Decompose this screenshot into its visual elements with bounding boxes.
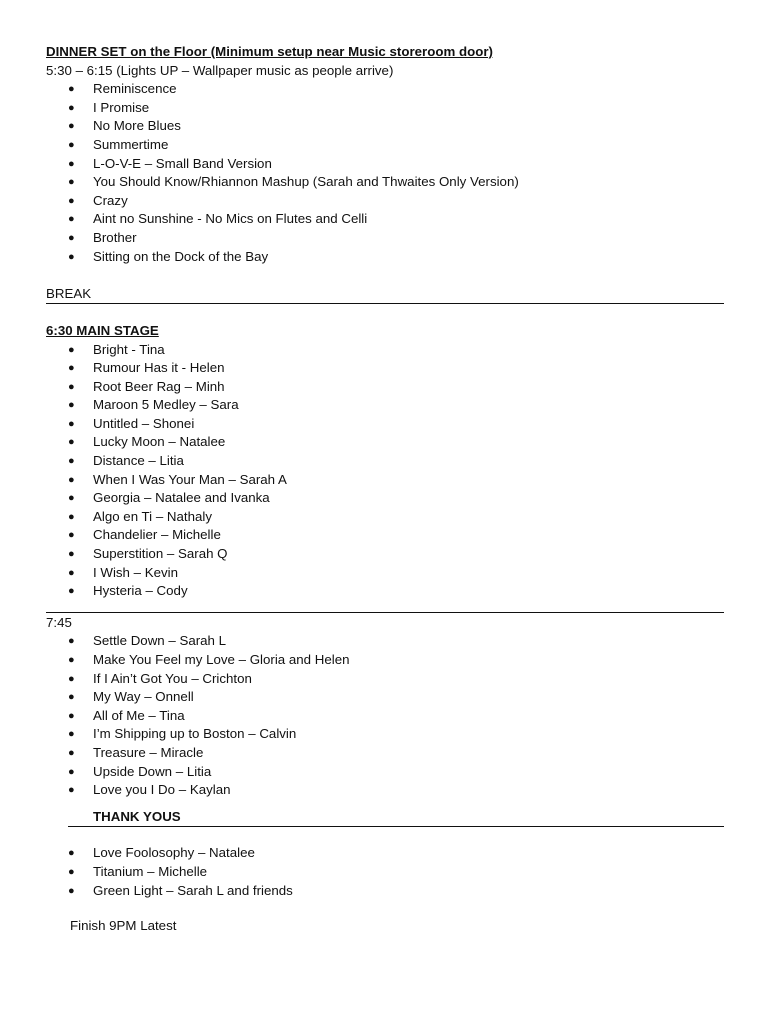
list-item-text: Distance – Litia — [93, 453, 184, 469]
list-item — [46, 545, 724, 564]
bullet-icon: ● — [68, 492, 75, 505]
list-item — [46, 688, 724, 707]
list-item-text: Superstition – Sarah Q — [93, 546, 228, 562]
bullet-icon: ● — [68, 138, 75, 151]
list-item-text: Reminiscence — [93, 81, 177, 97]
list-item-text: L-O-V-E – Small Band Version — [93, 155, 272, 171]
list-item — [46, 452, 724, 471]
list-item-text: Titanium – Michelle — [93, 863, 208, 879]
list-item — [46, 564, 724, 583]
list-item-text: Bright - Tina — [93, 341, 165, 357]
list-item-text: All of Me – Tina — [93, 707, 185, 723]
list-item-text: Green Light – Sarah L and friends — [93, 882, 293, 898]
bullet-icon: ● — [68, 691, 75, 704]
list-item-text: Settle Down – Sarah L — [93, 633, 227, 649]
main-stage-list — [46, 341, 724, 601]
list-item-text: Love Foolosophy – Natalee — [93, 845, 255, 861]
bullet-icon: ● — [68, 120, 75, 133]
bullet-icon: ● — [68, 709, 75, 722]
list-item-text: I’m Shipping up to Boston – Calvin — [93, 726, 297, 742]
bullet-icon: ● — [68, 417, 75, 430]
dinner-set-heading: DINNER SET on the Floor (Minimum setup near Music storeroom door) — [46, 44, 493, 59]
list-item — [46, 844, 724, 863]
list-item-text: Algo en Ti – Nathaly — [93, 508, 213, 524]
setlist-document — [46, 43, 724, 936]
bullet-icon: ● — [68, 343, 75, 356]
dinner-set-time: 5:30 – 6:15 (Lights UP – Wallpaper music as people arrive) — [46, 62, 394, 78]
list-item — [46, 80, 724, 99]
list-item-text: Maroon 5 Medley – Sara — [93, 397, 239, 413]
list-item — [46, 433, 724, 452]
break-label: BREAK — [46, 285, 92, 301]
list-item — [46, 155, 724, 174]
list-item — [46, 173, 724, 192]
list-item — [46, 229, 724, 248]
list-item-text: Sitting on the Dock of the Bay — [93, 248, 269, 264]
list-item — [46, 508, 724, 527]
bullet-icon: ● — [68, 548, 75, 561]
list-item-text: Crazy — [93, 192, 128, 208]
bullet-icon: ● — [68, 231, 75, 244]
list-item — [46, 763, 724, 782]
list-item — [46, 489, 724, 508]
list-item-text: Summertime — [93, 136, 169, 152]
list-item-text: Root Beer Rag – Minh — [93, 378, 225, 394]
list-item-text: Rumour Has it - Helen — [93, 360, 225, 376]
list-item — [46, 378, 724, 397]
list-item-text: Make You Feel my Love – Gloria and Helen — [93, 652, 350, 667]
list-item — [46, 396, 724, 415]
list-item — [46, 744, 724, 763]
list-item-text: Hysteria – Cody — [93, 583, 188, 599]
bullet-icon: ● — [68, 635, 75, 648]
list-item — [46, 471, 724, 490]
bullet-icon: ● — [68, 436, 75, 449]
main-stage-heading: 6:30 MAIN STAGE — [46, 322, 159, 338]
thank-yous-heading: THANK YOUS — [93, 808, 181, 824]
bullet-icon: ● — [68, 765, 75, 778]
bullet-icon: ● — [68, 83, 75, 96]
list-item-text: Love you I Do – Kaylan — [93, 782, 231, 798]
bullet-icon: ● — [68, 654, 75, 666]
list-item-text: If I Ain’t Got You – Crichton — [93, 670, 252, 686]
bullet-icon: ● — [68, 362, 75, 375]
list-item — [46, 707, 724, 726]
list-item — [46, 526, 724, 545]
list-item — [46, 359, 724, 378]
list-item — [46, 248, 724, 267]
list-item — [46, 781, 724, 800]
bullet-icon: ● — [68, 399, 75, 412]
bullet-icon: ● — [68, 213, 75, 226]
bullet-icon: ● — [68, 250, 75, 263]
bullet-icon: ● — [68, 884, 75, 897]
bullet-icon: ● — [68, 176, 75, 189]
bullet-icon: ● — [68, 847, 75, 860]
list-item — [46, 882, 724, 901]
list-item — [46, 192, 724, 211]
list-item-text: Untitled – Shonei — [93, 415, 195, 431]
late-set-time: 7:45 — [46, 614, 72, 630]
list-item — [46, 863, 724, 882]
bullet-icon: ● — [68, 784, 75, 797]
list-item-text: When I Was Your Man – Sarah A — [93, 471, 287, 487]
list-item-text: My Way – Onnell — [93, 689, 194, 705]
late-set-list — [46, 632, 724, 799]
finish-note: Finish 9PM Latest — [70, 918, 177, 934]
thank-yous-list — [46, 844, 724, 900]
list-item — [46, 582, 724, 601]
list-item-text: Chandelier – Michelle — [93, 527, 221, 543]
list-item-text: No More Blues — [93, 118, 181, 134]
list-item-text: Lucky Moon – Natalee — [93, 434, 226, 450]
bullet-icon: ● — [68, 746, 75, 759]
bullet-icon: ● — [68, 510, 75, 523]
list-item-text: Treasure – Miracle — [93, 744, 204, 760]
list-item — [46, 670, 724, 689]
list-item-text: I Wish – Kevin — [93, 564, 178, 580]
bullet-icon: ● — [68, 101, 75, 114]
list-item-text: Aint no Sunshine - No Mics on Flutes and Celli — [93, 211, 368, 227]
list-item-text: Upside Down – Litia — [93, 763, 212, 779]
bullet-icon: ● — [68, 157, 75, 170]
list-item — [46, 341, 724, 360]
bullet-icon: ● — [68, 194, 75, 207]
bullet-icon: ● — [68, 566, 75, 579]
bullet-icon: ● — [68, 728, 75, 741]
list-item — [46, 415, 724, 434]
bullet-icon: ● — [68, 455, 75, 468]
list-item-text: Brother — [93, 229, 137, 245]
list-item — [46, 210, 724, 229]
bullet-icon: ● — [68, 473, 75, 486]
bullet-icon: ● — [68, 672, 75, 685]
list-item — [46, 632, 724, 651]
bullet-icon: ● — [68, 380, 75, 393]
list-item-text: You Should Know/Rhiannon Mashup (Sarah and Thwaites Only Version) — [93, 174, 519, 190]
list-item-text: I Promise — [93, 99, 150, 115]
bullet-icon: ● — [68, 529, 75, 542]
list-item-text: Georgia – Natalee and Ivanka — [93, 490, 270, 506]
dinner-set-list — [46, 80, 724, 266]
list-item — [46, 651, 724, 670]
list-item — [46, 117, 724, 136]
bullet-icon: ● — [68, 585, 75, 598]
list-item — [46, 136, 724, 155]
list-item — [46, 99, 724, 118]
list-item — [46, 725, 724, 744]
bullet-icon: ● — [68, 865, 75, 878]
